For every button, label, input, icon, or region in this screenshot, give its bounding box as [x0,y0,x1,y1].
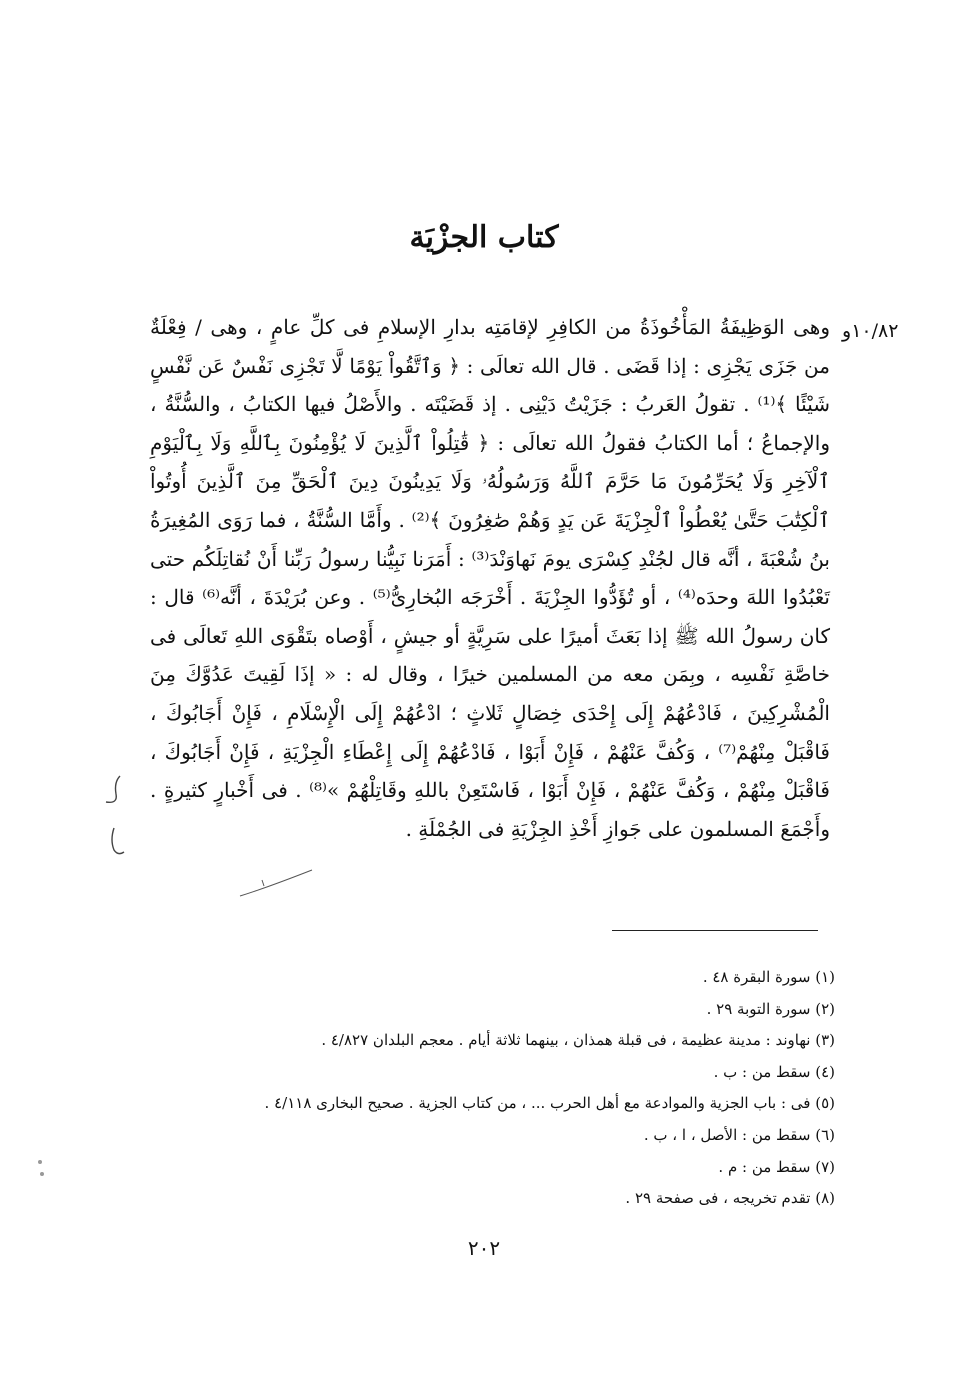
footnote-5: (٥) فى : باب الجزية والموادعة مع أهل الحرب ... ، من كتاب الجزية . صحيح البخارى ٤/١١٨ . [264,1094,835,1113]
scan-speck [38,1160,42,1164]
footnote-3: (٣) نهاوند : مدينة عظيمة ، فى قبلة همذان ، بينهما ثلاثة أيام . معجم البلدان ٤/٨٢٧ . [321,1031,835,1050]
page-number: ٢٠٢ [467,1236,501,1260]
footnote-divider [612,930,818,931]
chapter-title: كتاب الجزْيَة [409,220,559,255]
footnote-8: (٨) تقدم تخريجه ، فى صفحة ٢٩ . [625,1189,835,1208]
folio-marker: ١٠/٨٢و [842,320,899,342]
margin-mark-1 [100,772,130,812]
footnote-6: (٦) سقط من : الأصل ، ا ، ب . [643,1125,835,1144]
underline-stroke [236,862,316,902]
margin-mark-2 [100,822,130,862]
footnote-7: (٧) سقط من : م . [718,1157,835,1176]
main-text [150,308,830,848]
footnote-2: (٢) سورة التوبة ٢٩ . [706,999,835,1018]
footnote-1: (١) سورة البقرة ٤٨ . [702,968,835,986]
footnote-4: (٤) سقط من : ب . [713,1062,835,1081]
main-paragraph: وهى الوَظِيفَةُ المَأْخُوذَةُ من الكافِرِ لإقامَتِه بدارِ الإسلامِ فى كلِّ عامٍ ، وهى / فِعْلَةٌ من جَزَى يَجْزِى : إذا قَضَى . قال الله تعالَى : ﴿ وَٱتَّقُواْ يَوْمًا لَّا تَجْزِى نَفْسٌ عَن نَّفْسٍ شَيْئًا ﴾⁽¹⁾ . تقولُ العَربُ : جَزَيْتُ دَيْنِى . إذ قَضَيْتَه . والأَصْلُ فيها الكتابُ ، والسُّنَّةُ ، والإجماعُ ؛ أما الكتابُ فقولُ الله تعالَى : ﴿ قَٰتِلُواْ ٱلَّذِينَ لَا يُؤْمِنُونَ بِٱللَّهِ وَلَا بِٱلْيَوْمِ ٱلْآخِرِ وَلَا يُحَرِّمُونَ مَا حَرَّمَ ٱللَّهُ وَرَسُولُهُۥ وَلَا يَدِينُونَ دِينَ ٱلْحَقِّ مِنَ ٱلَّذِينَ أُوتُواْ ٱلْكِتَٰبَ حَتَّىٰ يُعْطُواْ ٱلْجِزْيَةَ عَن يَدٍ وَهُمْ صَٰغِرُونَ ﴾⁽²⁾ . وأَمَّا السُّنَّةُ ، فما رَوَى المُغِيرَةُ بنُ شُعْبَةَ ، أنَّه قال لجُنْدِ كِسْرَى يومَ نَهاوَنْدَ⁽³⁾ : أَمَرَنا نَبِيُّنا رسولُ رَبِّنا أَنْ نُقاتِلَكُم حتى تَعْبُدُوا اللهَ وحدَه⁽⁴⁾ ، أو تُؤَدُّوا الجِزْيَةَ . أَخْرَجَه البُخارِىُّ⁽⁵⁾ . وعن بُرَيْدَةَ ، أنَّه⁽⁶⁾ قال : كان رسولُ الله ﷺ إذا بَعَثَ أميرًا على سَرِيَّةٍ أو جيشٍ ، أَوْصاه بتَقْوَى اللهِ تَعالَى فى خاصَّةِ نَفْسِه ، وبِمَن معه من المسلمين خيرًا ، وقال له : « إذَا لَقِيتَ عَدُوَّكَ مِنَ الْمُشْرِكِينَ ، فَادْعُهُمْ إِلَى إِحْدَى خِصَالٍ ثَلاثٍ ؛ ادْعُهُمْ إِلَى الْإِسْلَامِ ، فَإِنْ أَجَابُوكَ ، فَاقْبَلْ مِنْهُمْ⁽⁷⁾ ، وَكُفَّ عَنْهُمْ ، فَإِنْ أَبَوْا ، فَادْعُهُمْ إِلَى إِعْطَاءِ الْجِزْيَةِ ، فَإِنْ أَجَابُوكَ ، فَاقْبَلْ مِنْهُمْ ، وَكُفَّ عَنْهُمْ ، فَإِنْ أَبَوْا ، فَاسْتَعِنْ باللهِ وقَاتِلْهُمْ »⁽⁸⁾ . فى أَخْبارٍ كثيرةٍ . وأَجْمَعَ المسلمون على جَوازِ أَخْذِ الجِزْيَةِ فى الجُمْلَةِ . [150,315,830,841]
scan-speck [40,1172,44,1176]
footnote-list [220,962,835,1215]
